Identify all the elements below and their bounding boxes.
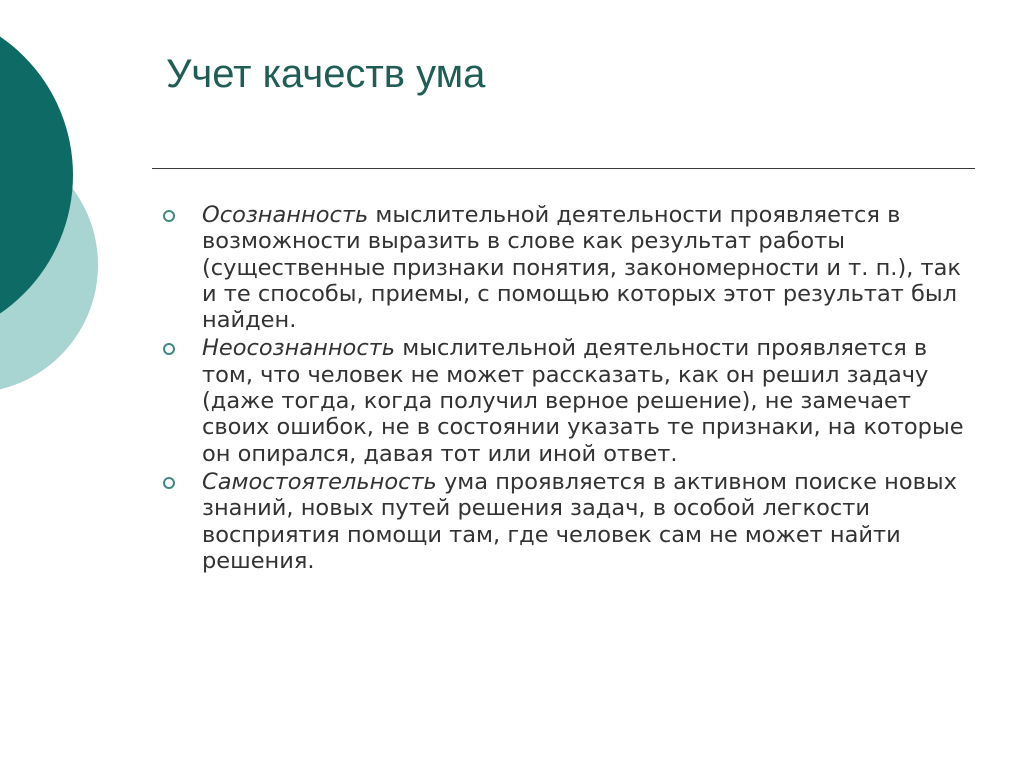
- bullet-item: [160, 202, 980, 333]
- bullet-text: ума проявляется в активном поиске новых знаний, новых путей решения задач, в особой легкости восприятия помощи там, где человек сам не может найти решения.: [202, 468, 957, 574]
- circle-bullet-icon: [163, 210, 175, 222]
- bullet-term: Самостоятельность: [202, 468, 437, 495]
- slide-title: Учет качеств ума: [166, 52, 486, 96]
- bullet-item: [160, 469, 980, 574]
- decorative-circles: [0, 0, 120, 420]
- bullet-term: Неосознанность: [202, 335, 396, 362]
- title-divider: [152, 168, 975, 169]
- bullet-term: Осознанность: [202, 202, 369, 228]
- circle-bullet-icon: [163, 477, 175, 489]
- bullet-list: [160, 202, 980, 576]
- bullet-item: [160, 335, 980, 466]
- bullet-text: мыслительной деятельности проявляется в том, что человек не может рассказать, как он решил задачу (даже тогда, когда получил верное решение), не замечает своих ошибок, не в состоянии указать те признаки, на которые он опирался, давая тот или иной ответ.: [202, 335, 964, 467]
- bullet-text: мыслительной деятельности проявляется в возможности выразить в слове как результат работы (существенные признаки понятия, закономерности и т. п.), так и те способы, приемы, с помощью которых этот результат был найден.: [202, 202, 962, 334]
- circle-bullet-icon: [163, 343, 175, 355]
